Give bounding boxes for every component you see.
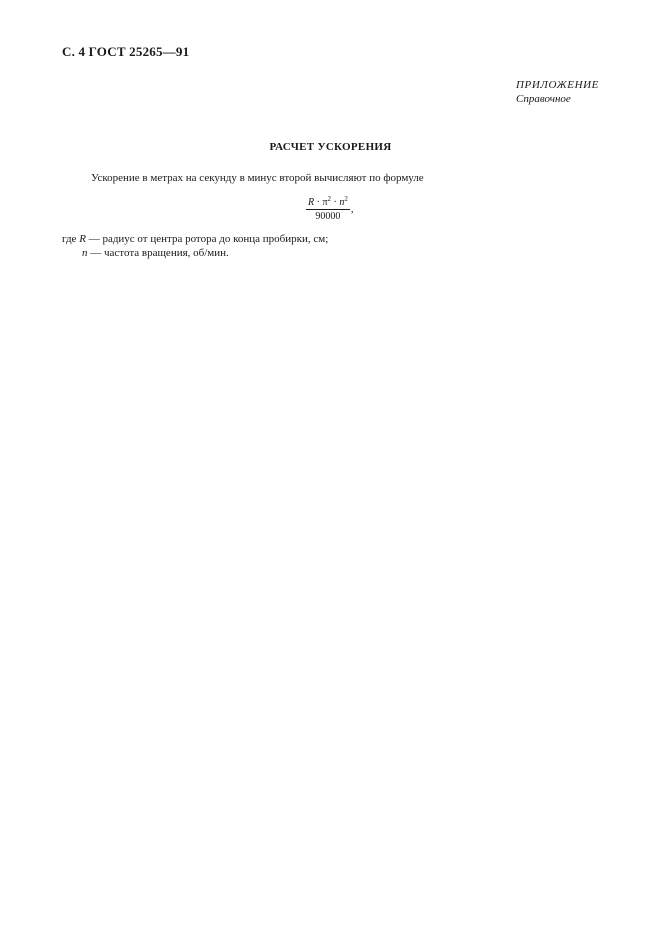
formula-numerator: $R \cdot \pi^2 \cdot n^2$ (308, 195, 348, 208)
appendix-label (516, 78, 599, 106)
appendix-subtitle: Справочное (516, 93, 571, 105)
definition-n: n — частота вращения, об/мин. (82, 247, 229, 259)
definition-r: где R — радиус от центра ротора до конца пробирки, см; (62, 233, 329, 245)
formula-denominator: 90000 (315, 211, 341, 222)
formula-comma: , (350, 202, 354, 215)
intro-paragraph: Ускорение в метрах на секунду в минус второй вычисляют по формуле (91, 172, 424, 184)
section-title: РАСЧЕТ УСКОРЕНИЯ (269, 141, 392, 153)
acceleration-formula (306, 195, 354, 222)
variable-definitions (62, 232, 328, 260)
appendix-title: ПРИЛОЖЕНИЕ (516, 79, 599, 91)
formula-fraction (306, 195, 350, 222)
page-header: С. 4 ГОСТ 25265—91 (62, 44, 190, 59)
